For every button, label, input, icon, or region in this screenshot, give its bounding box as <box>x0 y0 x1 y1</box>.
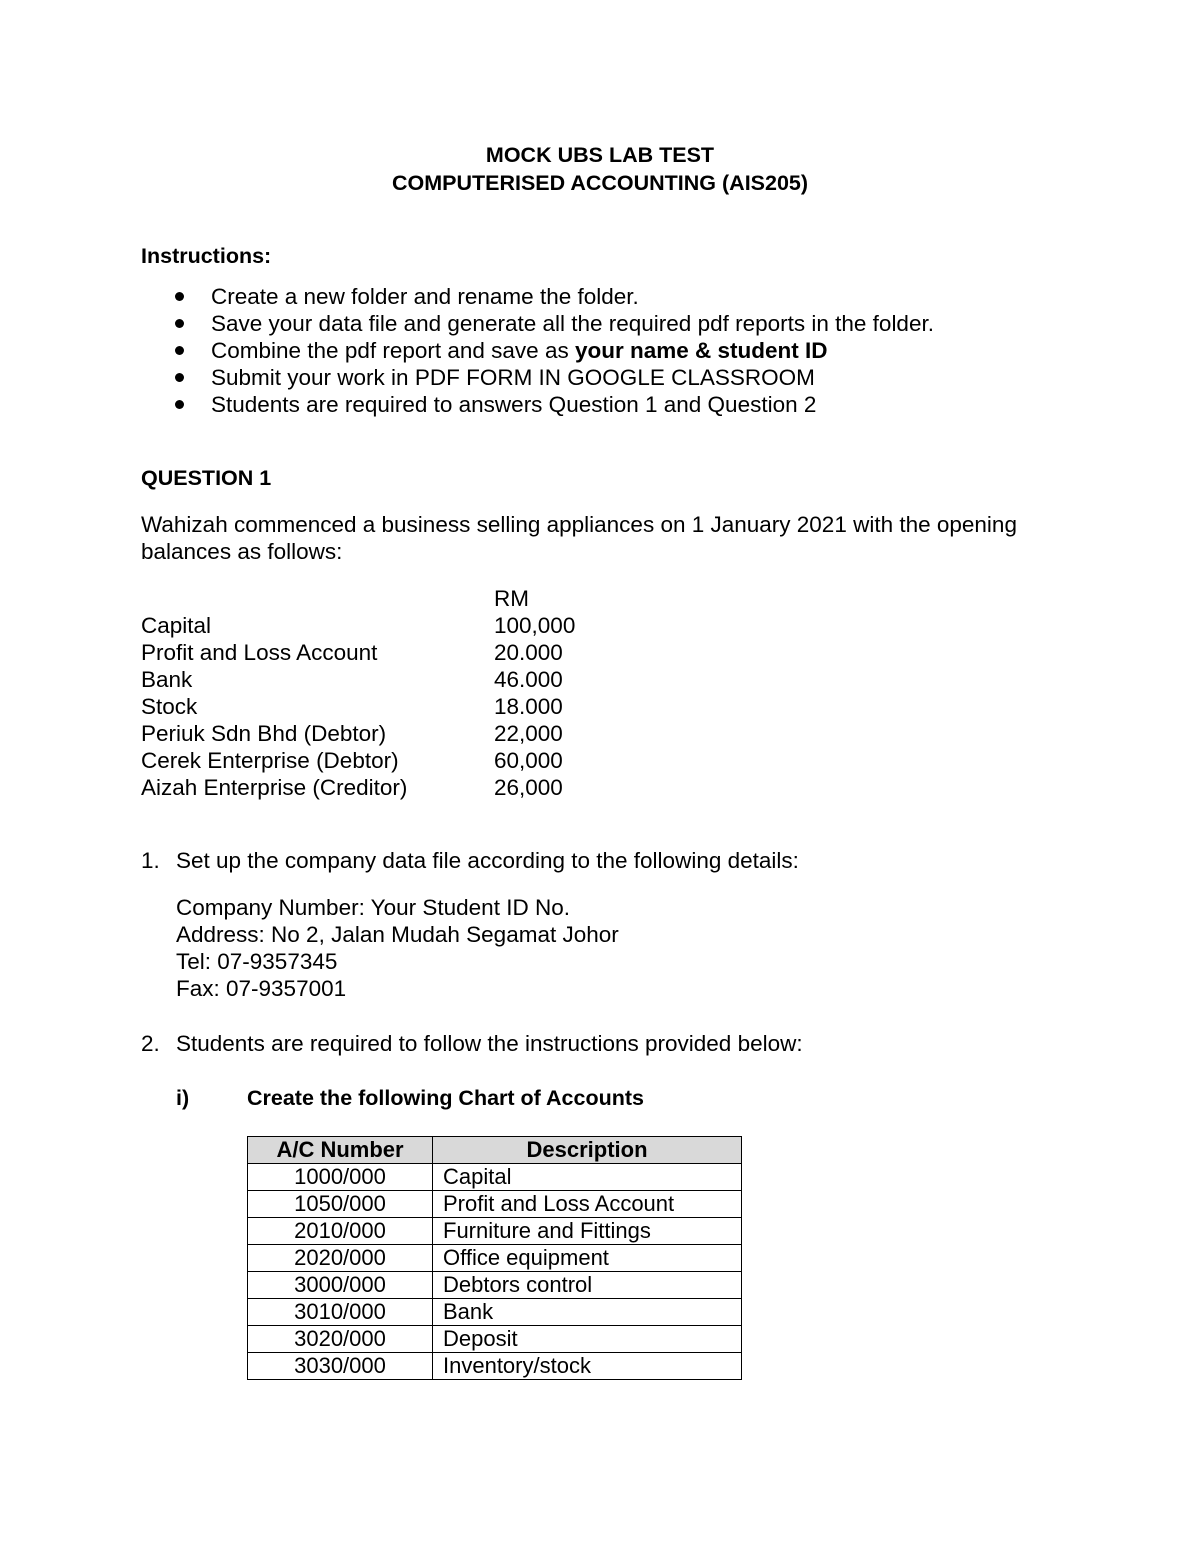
balance-value: 100,000 <box>494 613 576 638</box>
balance-value: 18.000 <box>494 694 563 719</box>
bullet-icon <box>175 400 184 409</box>
balance-label: Profit and Loss Account <box>141 640 378 665</box>
balance-label: Periuk Sdn Bhd (Debtor) <box>141 721 387 746</box>
ac-number-cell: 2010/000 <box>248 1218 433 1245</box>
description-cell: Office equipment <box>433 1245 742 1272</box>
ac-number-cell: 1000/000 <box>248 1164 433 1191</box>
balance-value: 46.000 <box>494 667 563 692</box>
balance-label: Stock <box>141 694 198 719</box>
bullet-icon <box>175 319 184 328</box>
company-number: Company Number: Your Student ID No. <box>176 895 570 920</box>
table-row <box>248 1353 742 1380</box>
instruction-text: Save your data file and generate all the required pdf reports in the folder. <box>211 311 934 336</box>
document-title-line-2: COMPUTERISED ACCOUNTING (AIS205) <box>391 171 809 195</box>
instruction-text: Students are required to answers Question 1 and Question 2 <box>211 392 817 417</box>
balance-label: Aizah Enterprise (Creditor) <box>141 775 408 800</box>
description-cell: Deposit <box>433 1326 742 1353</box>
table-header-row <box>248 1137 742 1164</box>
bullet-icon <box>175 346 184 355</box>
ac-number-cell: 3010/000 <box>248 1299 433 1326</box>
sub-step-i-text: Create the following Chart of Accounts <box>247 1086 644 1110</box>
table-row <box>248 1272 742 1299</box>
description-cell: Furniture and Fittings <box>433 1218 742 1245</box>
instructions-heading: Instructions: <box>141 244 272 268</box>
step-1-number: 1. <box>141 848 160 873</box>
balance-value: 26,000 <box>494 775 563 800</box>
step-2-number: 2. <box>141 1031 160 1056</box>
ac-number-cell: 2020/000 <box>248 1245 433 1272</box>
description-cell: Capital <box>433 1164 742 1191</box>
instruction-text: Submit your work in PDF FORM IN GOOGLE CLASSROOM <box>211 365 815 390</box>
column-header-ac-number: A/C Number <box>248 1137 433 1164</box>
balance-label: Cerek Enterprise (Debtor) <box>141 748 399 773</box>
ac-number-cell: 1050/000 <box>248 1191 433 1218</box>
bullet-icon <box>175 292 184 301</box>
question-1-intro-line-2: balances as follows: <box>141 539 343 564</box>
description-cell: Bank <box>433 1299 742 1326</box>
balance-value: 60,000 <box>494 748 563 773</box>
question-1-heading: QUESTION 1 <box>141 466 272 490</box>
bullet-icon <box>175 373 184 382</box>
table-row <box>248 1218 742 1245</box>
table-row <box>248 1326 742 1353</box>
description-cell: Inventory/stock <box>433 1353 742 1380</box>
table-row <box>248 1299 742 1326</box>
description-cell: Debtors control <box>433 1272 742 1299</box>
company-address: Address: No 2, Jalan Mudah Segamat Johor <box>176 922 619 947</box>
table-row <box>248 1164 742 1191</box>
step-2-text: Students are required to follow the instructions provided below: <box>176 1031 803 1056</box>
company-fax: Fax: 07-9357001 <box>176 976 347 1001</box>
table-row <box>248 1191 742 1218</box>
description-cell: Profit and Loss Account <box>433 1191 742 1218</box>
ac-number-cell: 3030/000 <box>248 1353 433 1380</box>
balance-label: Capital <box>141 613 212 638</box>
chart-of-accounts-table <box>247 1136 742 1380</box>
ac-number-cell: 3000/000 <box>248 1272 433 1299</box>
balance-label: Bank <box>141 667 193 692</box>
document-title-line-1: MOCK UBS LAB TEST <box>485 143 715 167</box>
company-tel: Tel: 07-9357345 <box>176 949 338 974</box>
currency-label: RM <box>494 586 529 611</box>
instruction-text-wrapper <box>211 338 828 364</box>
column-header-description: Description <box>433 1137 742 1164</box>
instruction-text: Create a new folder and rename the folder. <box>211 284 639 309</box>
ac-number-cell: 3020/000 <box>248 1326 433 1353</box>
question-1-intro-line-1: Wahizah commenced a business selling appliances on 1 January 2021 with the opening <box>141 512 1017 537</box>
balance-value: 22,000 <box>494 721 563 746</box>
sub-step-i-number: i) <box>176 1086 190 1110</box>
instruction-text: Combine the pdf report and save as <box>211 338 575 363</box>
step-1-text: Set up the company data file according to the following details: <box>176 848 799 873</box>
table-row <box>248 1245 742 1272</box>
balance-value: 20.000 <box>494 640 563 665</box>
instruction-bold-text: your name & student ID <box>574 338 828 363</box>
